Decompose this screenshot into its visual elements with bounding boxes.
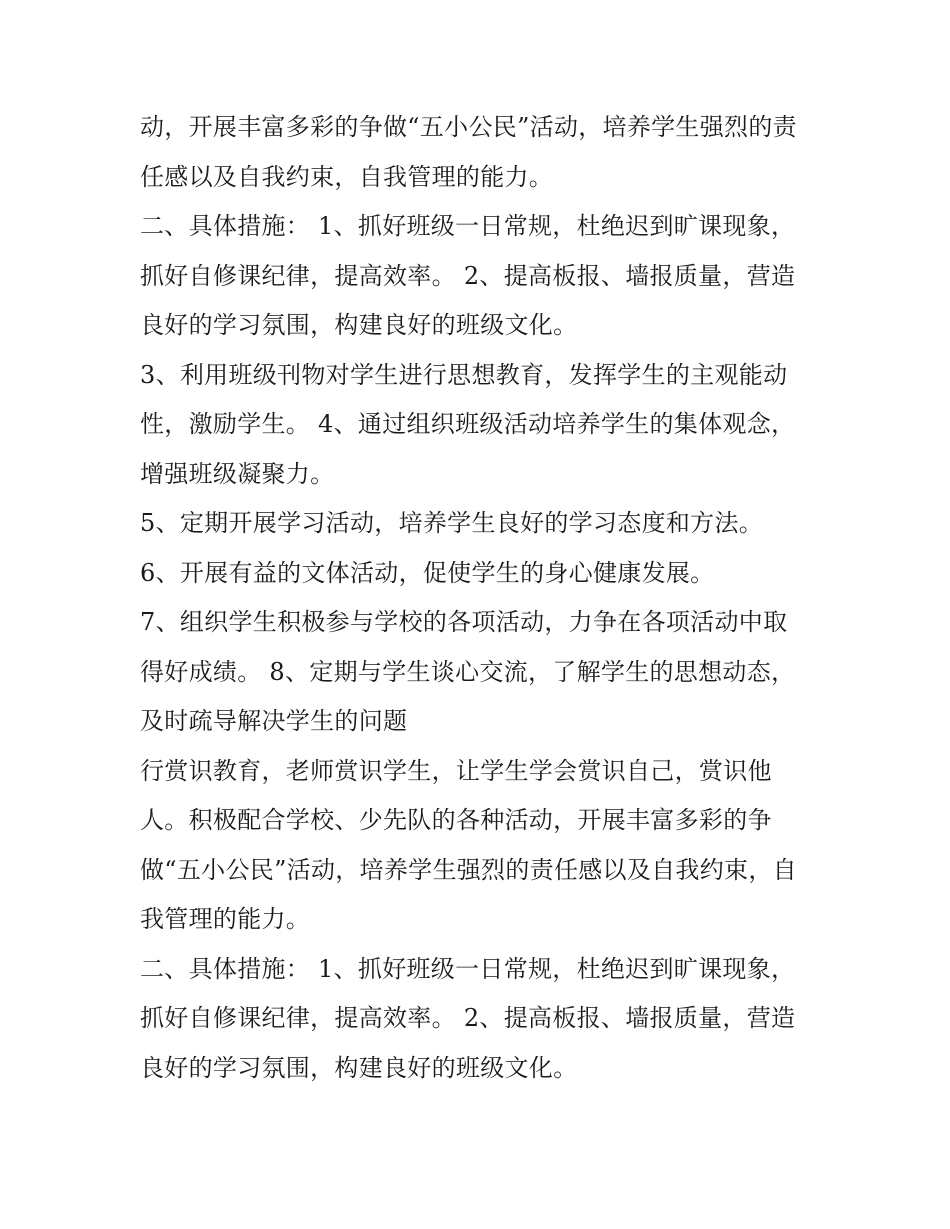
text-line: 二、具体措施： 1、抓好班级一日常规，杜绝迟到旷课现象， [140,212,796,240]
text-line: 人。积极配合学校、少先队的各种活动，开展丰富多彩的争 [140,806,772,834]
text-line: 及时疏导解决学生的问题 [140,707,408,735]
text-line: 增强班级凝聚力。 [140,459,335,488]
text-line: 二、具体措施： 1、抓好班级一日常规，杜绝迟到旷课现象， [140,954,796,983]
text-line: 7、组织学生积极参与学校的各项活动，力争在各项活动中取 [140,608,788,636]
text-line: 做“五小公民”活动，培养学生强烈的责任感以及自我约束，自 [140,855,797,884]
document-body [140,103,812,1093]
text-line: 我管理的能力。 [140,905,311,933]
text-line: 行赏识教育，老师赏识学生，让学生学会赏识自己，赏识他 [140,756,772,785]
text-line: 抓好自修课纪律，提高效率。 2、提高板报、墙报质量，营造 [140,261,796,290]
text-line: 3、利用班级刊物对学生进行思想教育，发挥学生的主观能动 [140,360,788,389]
text-line: 任感以及自我约束，自我管理的能力。 [140,162,554,191]
text-line: 动，开展丰富多彩的争做“五小公民”活动，培养学生强烈的责 [140,113,797,141]
text-line: 性，激励学生。 4、通过组织班级活动培养学生的集体观念， [140,410,796,438]
text-line: 得好成绩。 8、定期与学生谈心交流，了解学生的思想动态， [140,657,796,686]
text-line: 良好的学习氛围，构建良好的班级文化。 [140,1053,578,1082]
text-line: 5、定期开展学习活动，培养学生良好的学习态度和方法。 [140,509,764,537]
text-line: 6、开展有益的文体活动，促使学生的身心健康发展。 [140,558,715,587]
text-line: 良好的学习氛围，构建良好的班级文化。 [140,311,578,339]
text-line: 抓好自修课纪律，提高效率。 2、提高板报、墙报质量，营造 [140,1004,796,1032]
